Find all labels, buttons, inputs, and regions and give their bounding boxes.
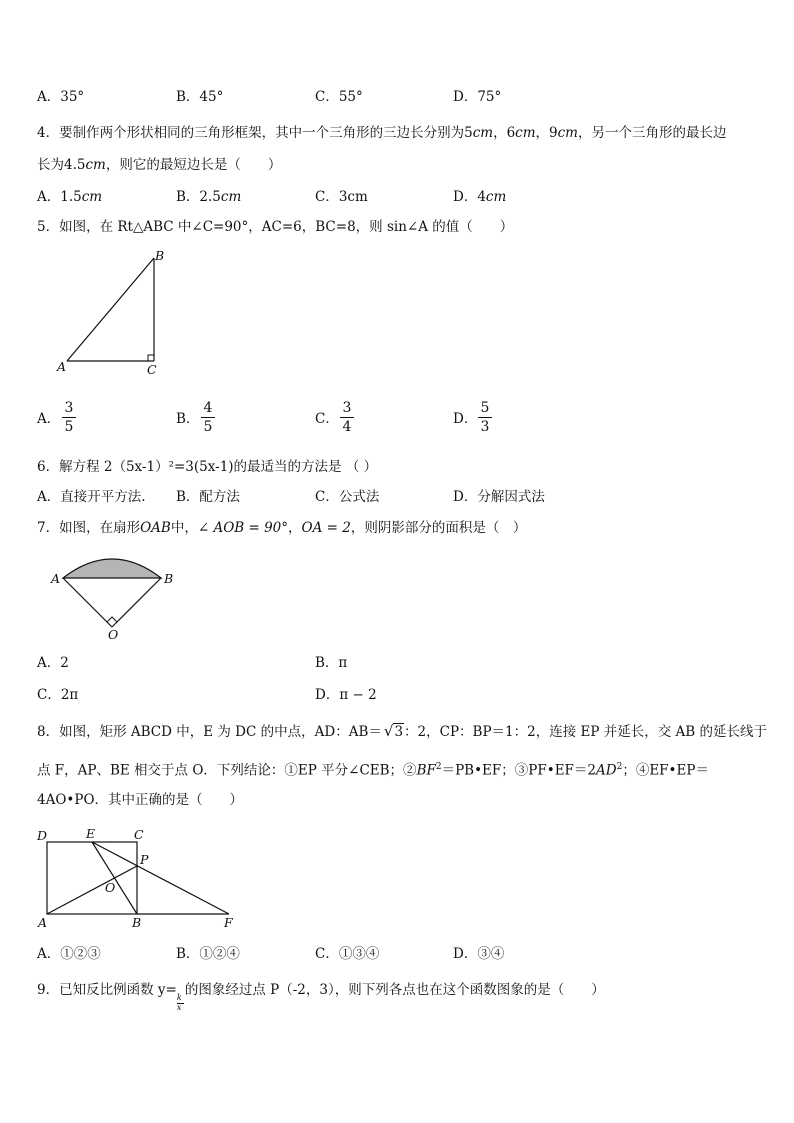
q5-option-b-letter: B． bbox=[176, 411, 200, 427]
q5-option-a-fraction: 3 5 bbox=[62, 400, 76, 435]
q8-option-a: A．①②③ bbox=[37, 946, 101, 962]
q8-label-b: B bbox=[132, 915, 142, 930]
q8-label-d: D bbox=[37, 828, 48, 843]
q8-stem-line3: 4AO•PO．其中正确的是（ ） bbox=[37, 792, 244, 808]
q5-option-d-letter: D． bbox=[453, 411, 478, 427]
q4-option-d: D．4cm bbox=[453, 189, 507, 205]
q7-sector-figure bbox=[45, 552, 185, 644]
q5-option-c-letter: C． bbox=[315, 411, 339, 427]
q4-option-b: B．2.5cm bbox=[176, 189, 242, 205]
q8-option-c: C．①③④ bbox=[315, 946, 380, 962]
q5-label-a: A bbox=[57, 359, 67, 374]
q7-shaded-segment bbox=[63, 559, 161, 578]
q6-option-b: B．配方法 bbox=[176, 489, 240, 505]
q8-label-o: O bbox=[105, 880, 116, 895]
q8-stem-line2: 点 F，AP、BE 相交于点 O．下列结论：①EP 平分∠CEB；$②BF^2=PB•EF$；$③PF•EF=2AD^2$；④EF•EP＝ bbox=[37, 762, 709, 779]
q7-option-d: D．π − 2 bbox=[315, 687, 377, 703]
q6-option-d: D．分解因式法 bbox=[453, 489, 545, 505]
q5-option-b-fraction: 4 5 bbox=[201, 400, 215, 435]
sqrt-symbol: √3 bbox=[383, 722, 404, 740]
q7-option-a: A．2 bbox=[37, 655, 69, 671]
q8-option-b: B．①②④ bbox=[176, 946, 240, 962]
q7-label-o: O bbox=[108, 627, 119, 642]
q9-stem: 9．已知反比例函数 y= $\frac{k}{x}$ 的图象经过点 P（-2，3），则下列各点也在这个函数图象的是（ ） bbox=[37, 982, 605, 1012]
q4-option-c: C．3cm bbox=[315, 189, 368, 205]
q7-label-a: A bbox=[51, 571, 61, 586]
q6-option-a: A．直接开平方法. bbox=[37, 489, 146, 505]
q5-option-c-fraction: 3 4 bbox=[340, 400, 354, 435]
q5-option-a-letter: A． bbox=[37, 411, 61, 427]
q9-fraction-k-over-x: $\frac{k}{x}$ bbox=[177, 981, 185, 999]
q4-stem-line1: 4．要制作两个形状相同的三角形框架，其中一个三角形的三边长分别为5cm，6cm，9cm，另一个三角形的最长边 bbox=[37, 125, 727, 141]
q8-label-p: P bbox=[140, 852, 149, 867]
q3-option-a: A．35° bbox=[37, 89, 85, 105]
q6-stem: 6．解方程 2（5x-1）²=3(5x-1)的最适当的方法是 （ ） bbox=[37, 459, 378, 475]
q4-option-a: A．1.5cm bbox=[37, 189, 103, 205]
q3-option-d: D．75° bbox=[453, 89, 502, 105]
q5-triangle-figure bbox=[50, 246, 170, 380]
q5-label-c: C bbox=[147, 362, 157, 377]
q8-stem-line1: 8．如图，矩形 ABCD 中，E 为 DC 的中点，AD：AB＝ √3：2，CP：BP＝1：2，连接 EP 并延长，交 AB 的延长线于 bbox=[37, 722, 767, 740]
q3-option-b: B．45° bbox=[176, 89, 224, 105]
q5-stem: 5．如图，在 Rt△ABC 中∠C=90°，AC=6，BC=8，则 sin∠A 的值（ ） bbox=[37, 219, 514, 235]
q7-label-b: B bbox=[164, 571, 174, 586]
q7-option-b: B．π bbox=[315, 655, 348, 671]
q6-option-c: C．公式法 bbox=[315, 489, 380, 505]
q5-option-d-fraction: 5 3 bbox=[478, 400, 492, 435]
q7-option-c: C．2π bbox=[37, 687, 79, 703]
q3-option-c: C．55° bbox=[315, 89, 363, 105]
q8-label-c: C bbox=[134, 827, 144, 842]
q8-rectangle-figure bbox=[33, 826, 243, 932]
q8-label-a: A bbox=[38, 915, 48, 930]
q4-stem-line2: 长为4.5cm，则它的最短边长是（ ） bbox=[37, 157, 282, 173]
q5-label-b: B bbox=[155, 248, 165, 263]
q8-label-f: F bbox=[224, 915, 233, 930]
q8-label-e: E bbox=[86, 826, 96, 841]
q7-stem: 7．如图，在扇形OAB中，∠ AOB = 90°，OA = 2，则阴影部分的面积是（ ） bbox=[37, 520, 527, 536]
q8-option-d: D．③④ bbox=[453, 946, 505, 962]
